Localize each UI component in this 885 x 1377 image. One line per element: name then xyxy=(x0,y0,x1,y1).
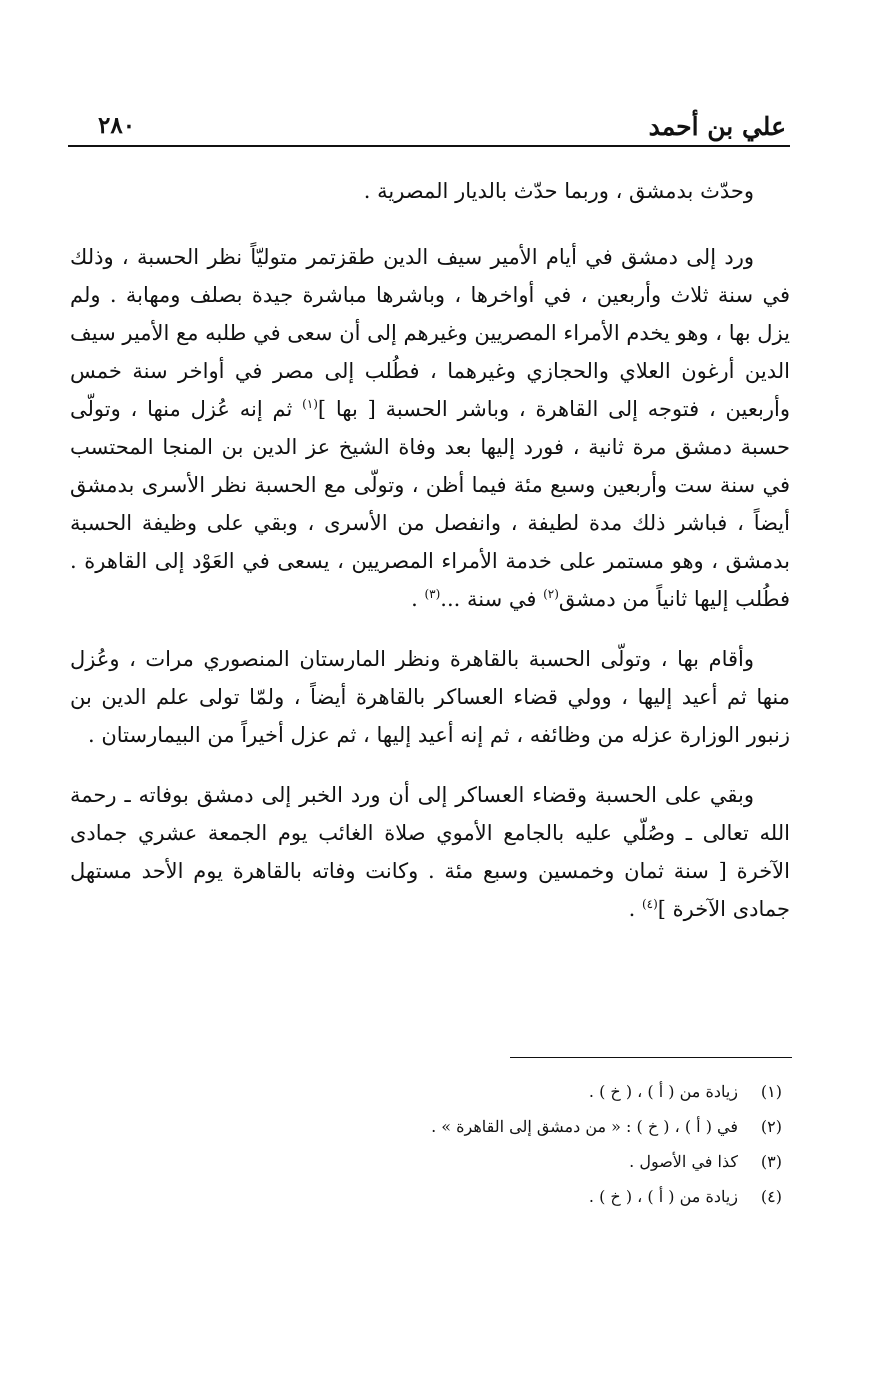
footnote-number: (٣) xyxy=(760,1152,782,1171)
footnote-text: كذا في الأصول . xyxy=(629,1152,738,1171)
footnote-2 xyxy=(70,1109,790,1144)
footnote-text: زيادة من ( أ ) ، ( خ ) . xyxy=(588,1187,738,1206)
paragraph-text: في سنة ... xyxy=(440,587,537,611)
footnote-ref: (٤) xyxy=(641,897,658,911)
paragraph-1 xyxy=(70,172,790,210)
header-rule xyxy=(68,145,790,147)
page-number: ٢٨٠ xyxy=(98,112,136,139)
footnote-ref: (١) xyxy=(302,397,318,411)
paragraph-text: . xyxy=(628,897,642,921)
footnote-text: في ( أ ) ، ( خ ) : « من دمشق إلى القاهرة » . xyxy=(431,1117,738,1136)
paragraph-text: وحدّث بدمشق ، وربما حدّث بالديار المصرية . xyxy=(363,179,754,203)
paragraph-3 xyxy=(70,640,790,754)
paragraph-text: ثم إنه عُزل منها ، وتولّى حسبة دمشق مرة ثانية ، فورد إليها بعد وفاة الشيخ عز الدين بن المنجا المحتسب في سنة ست وأربعين وسبع مئة فيما أظن ، وتولّى مع الحسبة نظر الأسرى بدمشق أيضاً ، فباشر ذلك مدة لطيفة ، وانفصل من الأسرى ، وبقي على وظيفة الحسبة بدمشق ، وهو مستمر على خدمة الأمراء المصريين ، يسعى في العَوْد إلى القاهرة . فطُلب إليها ثانياً من دمشق xyxy=(70,397,790,611)
paragraph-text: . xyxy=(411,587,425,611)
footnote-4 xyxy=(70,1179,790,1214)
footnote-ref: (٣) xyxy=(424,587,441,601)
paragraph-text: وبقي على الحسبة وقضاء العساكر إلى أن ورد الخبر إلى دمشق بوفاته ـ رحمة الله تعالى ـ وصُلّي عليه بالجامع الأموي صلاة الغائب يوم الجمعة عشري جمادى الآخرة [ سنة ثمان وخمسين وسبع مئة . وكانت وفاته بالقاهرة يوم الأحد مستهل جمادى الآخرة ] xyxy=(70,783,790,921)
paragraph-text: وأقام بها ، وتولّى الحسبة بالقاهرة ونظر المارستان المنصوري مرات ، وعُزل منها ثم أعيد إليها ، وولي قضاء العساكر بالقاهرة أيضاً ، ولمّا تولى علم الدين بن زنبور الوزارة عزله من وظائفه ، ثم إنه أعيد إليها ، ثم عزل أخيراً من البيمارستان . xyxy=(70,647,790,747)
body-text xyxy=(70,172,790,950)
footnote-text: زيادة من ( أ ) ، ( خ ) . xyxy=(588,1082,738,1101)
page-header xyxy=(70,108,790,144)
footnote-number: (٢) xyxy=(760,1117,782,1136)
paragraph-2 xyxy=(70,238,790,618)
paragraph-text: ورد إلى دمشق في أيام الأمير سيف الدين طقزتمر متوليّاً نظر الحسبة ، وذلك في سنة ثلاث وأربعين ، في أواخرها ، وباشرها مباشرة جيدة بصلف ومهابة . ولم يزل بها ، وهو يخدم الأمراء المصريين وغيرهم إلى أن سعى في طلبه مع الأمير سيف الدين أرغون العلاي والحجازي وغيرهما ، فطُلب إلى مصر في أواخر سنة خمس وأربعين ، فتوجه إلى القاهرة ، وباشر الحسبة [ بها ] xyxy=(70,245,790,421)
footnote-1 xyxy=(70,1074,790,1109)
running-title: علي بن أحمد xyxy=(648,112,786,141)
footnotes xyxy=(70,1074,790,1214)
footnote-number: (١) xyxy=(760,1082,782,1101)
footnote-ref: (٢) xyxy=(543,587,559,601)
paragraph-4 xyxy=(70,776,790,928)
footnote-3 xyxy=(70,1144,790,1179)
footnote-rule xyxy=(510,1057,792,1058)
footnote-number: (٤) xyxy=(760,1187,782,1206)
